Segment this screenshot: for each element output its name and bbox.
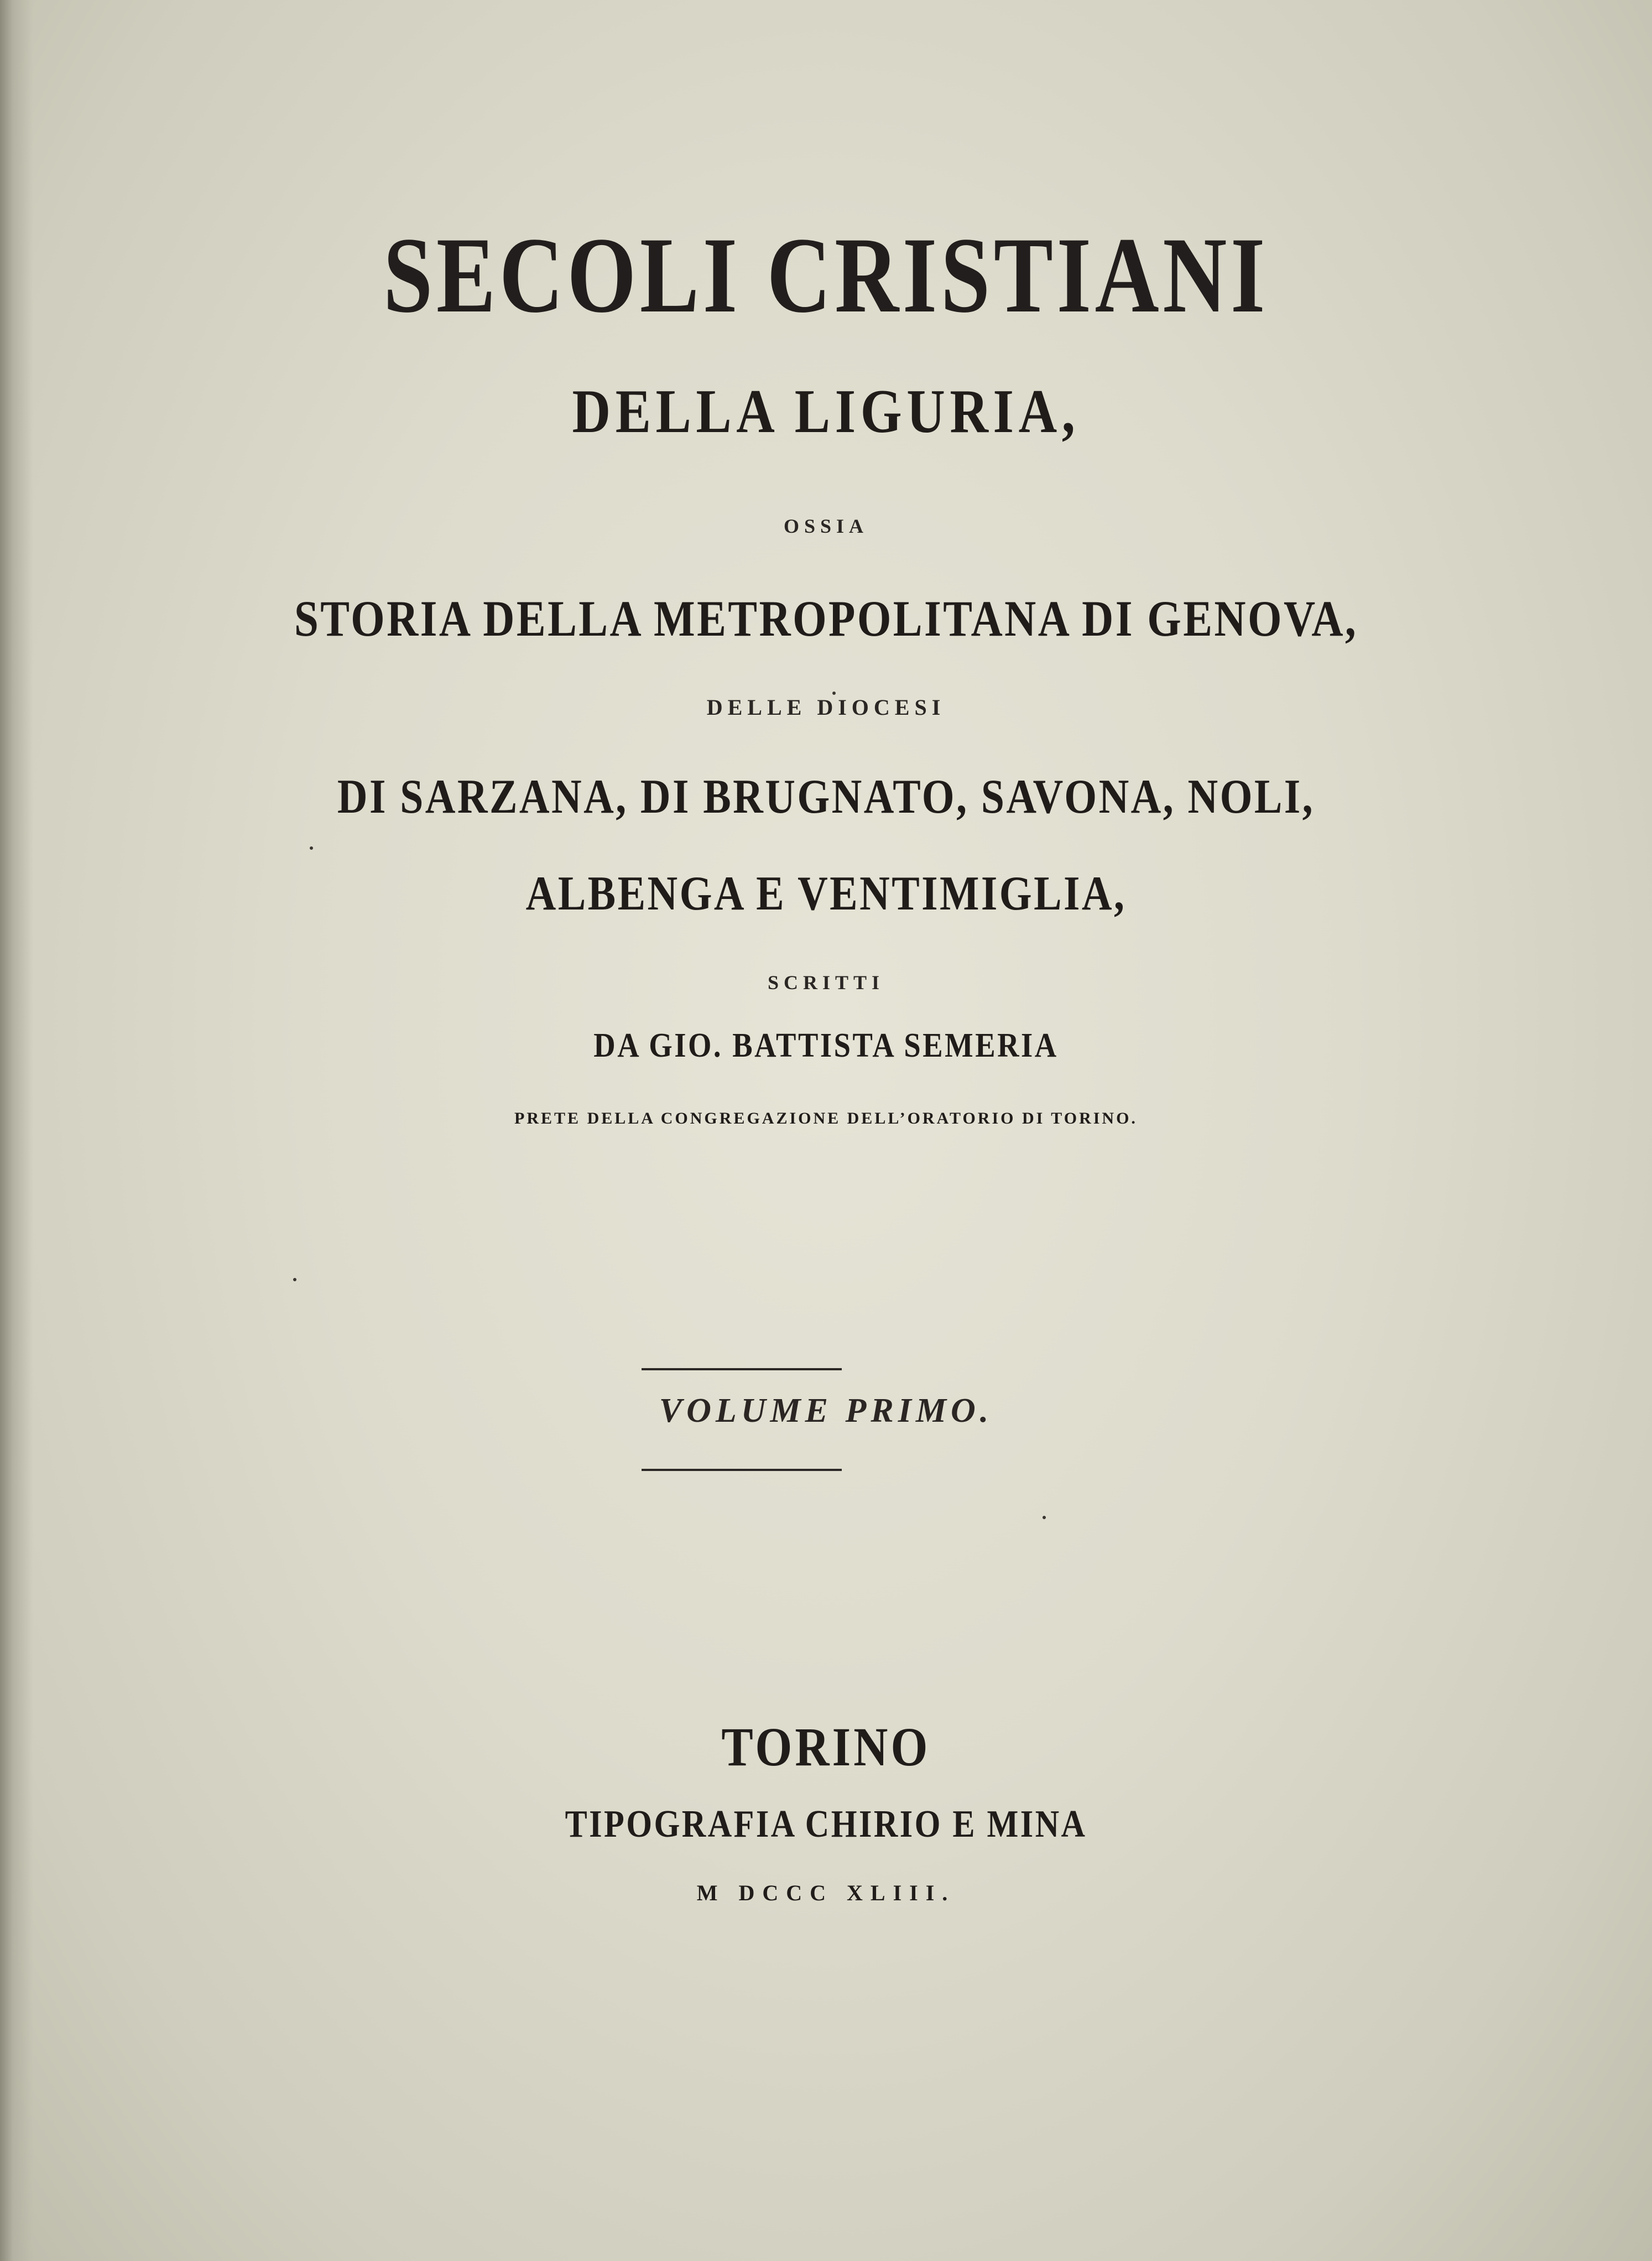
imprint-printer: TIPOGRAFIA CHIRIO E MINA xyxy=(565,1803,1087,1846)
connector-ossia: OSSIA xyxy=(783,515,869,537)
paper-speck xyxy=(310,846,313,850)
dioceses-line-1: DI SARZANA, DI BRUGNATO, SAVONA, NOLI, xyxy=(337,770,1315,824)
volume-label: VOLUME PRIMO. xyxy=(659,1392,993,1430)
page-edge-shadow xyxy=(0,0,33,2261)
dioceses-line-2: ALBENGA E VENTIMIGLIA, xyxy=(525,867,1127,921)
connector-delle-diocesi: DELLE DIOCESI xyxy=(706,695,946,720)
book-title: SECOLI CRISTIANI xyxy=(383,215,1269,335)
storia-line: STORIA DELLA METROPOLITANA DI GENOVA, xyxy=(294,590,1358,647)
book-subtitle: DELLA LIGURIA, xyxy=(572,377,1080,446)
imprint-year: M DCCC XLIII. xyxy=(696,1880,956,1905)
rule-below-volume xyxy=(642,1469,842,1471)
author-name: DA GIO. BATTISTA SEMERIA xyxy=(593,1027,1059,1064)
paper-speck xyxy=(832,692,836,695)
imprint-city: TORINO xyxy=(721,1716,931,1777)
rule-above-volume xyxy=(642,1368,842,1370)
author-role: PRETE DELLA CONGREGAZIONE DELL’ORATORIO DI TORINO. xyxy=(514,1109,1138,1127)
paper-speck xyxy=(1043,1516,1046,1519)
paper-speck xyxy=(293,1278,296,1281)
connector-scritti: SCRITTI xyxy=(767,971,885,994)
